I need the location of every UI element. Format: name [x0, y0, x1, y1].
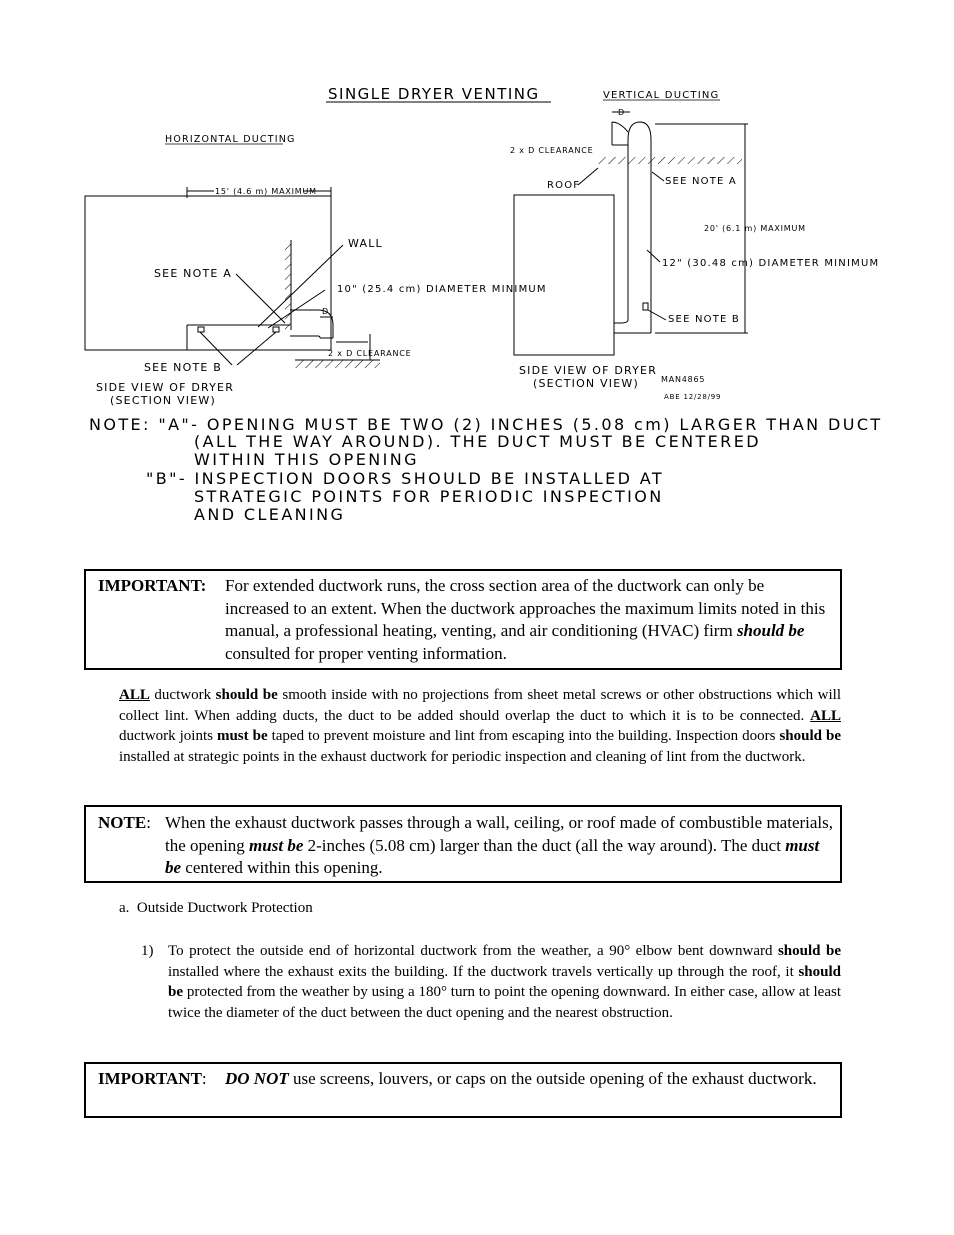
d-label-left: D [322, 307, 329, 316]
horizontal-max-label: 15' (4.6 m) MAXIMUM [215, 187, 317, 196]
diameter-12-label: 12" (30.48 cm) DIAMETER MINIMUM [662, 258, 880, 269]
emphasis-should-be: should be [736, 621, 805, 640]
abe-date: ABE 12/28/99 [664, 393, 722, 401]
clearance-right-label: 2 x D CLEARANCE [510, 146, 594, 155]
side-view-left-2: (SECTION VIEW) [110, 394, 216, 407]
diameter-10-label: 10" (25.4 cm) DIAMETER MINIMUM [337, 284, 547, 295]
clearance-left-label: 2 x D CLEARANCE [328, 349, 412, 358]
note-b-line-3: AND CLEANING [194, 505, 346, 524]
note-text: When the exhaust ductwork passes through a wall, ceiling, or roof made of combustible materials, the opening must be 2-inches (5.08 cm) larger than the duct (all the way around). The duct must be centered within this opening. [165, 813, 834, 877]
side-view-right-1: SIDE VIEW OF DRYER [519, 364, 658, 377]
side-view-left-1: SIDE VIEW OF DRYER [96, 381, 235, 394]
important-text-2: DO NOT use screens, louvers, or caps on the outside opening of the exhaust ductwork. [225, 1069, 817, 1088]
roof-label: ROOF [547, 180, 581, 191]
note-b-line-2: STRATEGIC POINTS FOR PERIODIC INSPECTION [194, 487, 664, 506]
see-note-b-left: SEE NOTE B [144, 361, 222, 374]
vertical-max-label: 20' (6.1 m) MAXIMUM [704, 224, 806, 233]
note-a-line-1: NOTE: "A"- OPENING MUST BE TWO (2) INCHES (5.08 cm) LARGER THAN DUCT [89, 415, 883, 434]
see-note-a-right: SEE NOTE A [665, 176, 737, 187]
ductwork-paragraph: ALL ductwork should be smooth inside with no projections from sheet metal screws or other obstructions which will collect lint. When adding ducts, the duct to be added should overlap the duct to which it is to be connected. ALL ductwork joints must be taped to prevent moisture and lint from escaping into the building. Inspection doors should be installed at strategic points in the exhaust ductwork for periodic inspection and cleaning of lint from the ductwork. [119, 687, 842, 765]
important-box-2 [84, 1062, 842, 1118]
wall-label: WALL [348, 237, 383, 250]
important-label-1: IMPORTANT: [98, 576, 207, 595]
item-1-text: To protect the outside end of horizontal ductwork from the weather, a 90° elbow bent downward should be installed where the exhaust exits the building. If the ductwork travels vertically up through the roof, it should be protected from the weather by using a 180° turn to point the opening downward. In either case, allow at least twice the diameter of the duct between the duct opening and the nearest obstruction. [168, 943, 841, 1021]
note-a-line-2: (ALL THE WAY AROUND). THE DUCT MUST BE CENTERED [194, 432, 761, 451]
vertical-ducting-heading: VERTICAL DUCTING [603, 90, 720, 101]
note-b-line-1: "B"- INSPECTION DOORS SHOULD BE INSTALLED AT [146, 469, 665, 488]
see-note-b-right: SEE NOTE B [668, 314, 740, 325]
venting-diagram [0, 0, 954, 540]
item-1-number: 1) [141, 943, 154, 959]
note-label: NOTE: [98, 813, 151, 832]
do-not-emphasis: DO NOT [225, 1069, 289, 1088]
note-a-line-3: WITHIN THIS OPENING [194, 450, 419, 469]
section-a-marker: a. [119, 900, 130, 916]
note-box [84, 805, 842, 883]
diagram-title: SINGLE DRYER VENTING [328, 85, 540, 103]
see-note-a-left: SEE NOTE A [154, 267, 232, 280]
side-view-right-2: (SECTION VIEW) [533, 377, 639, 390]
section-a-heading [119, 898, 313, 918]
d-label-right: D [618, 108, 625, 117]
horizontal-ducting-heading: HORIZONTAL DUCTING [165, 134, 296, 145]
important-box-1 [84, 569, 842, 670]
important-label-2: IMPORTANT: [98, 1069, 207, 1088]
section-a-title: Outside Ductwork Protection [136, 900, 313, 916]
important-text-1: For extended ductwork runs, the cross section area of the ductwork can only be increased to an extent. When the ductwork approaches the maximum limits noted in this manual, a professional heating, venting, and air conditioning (HVAC) firm should be consulted for proper venting information. [225, 576, 826, 663]
horizontal-ducting-drawing [85, 187, 380, 368]
man-code: MAN4865 [661, 375, 706, 384]
